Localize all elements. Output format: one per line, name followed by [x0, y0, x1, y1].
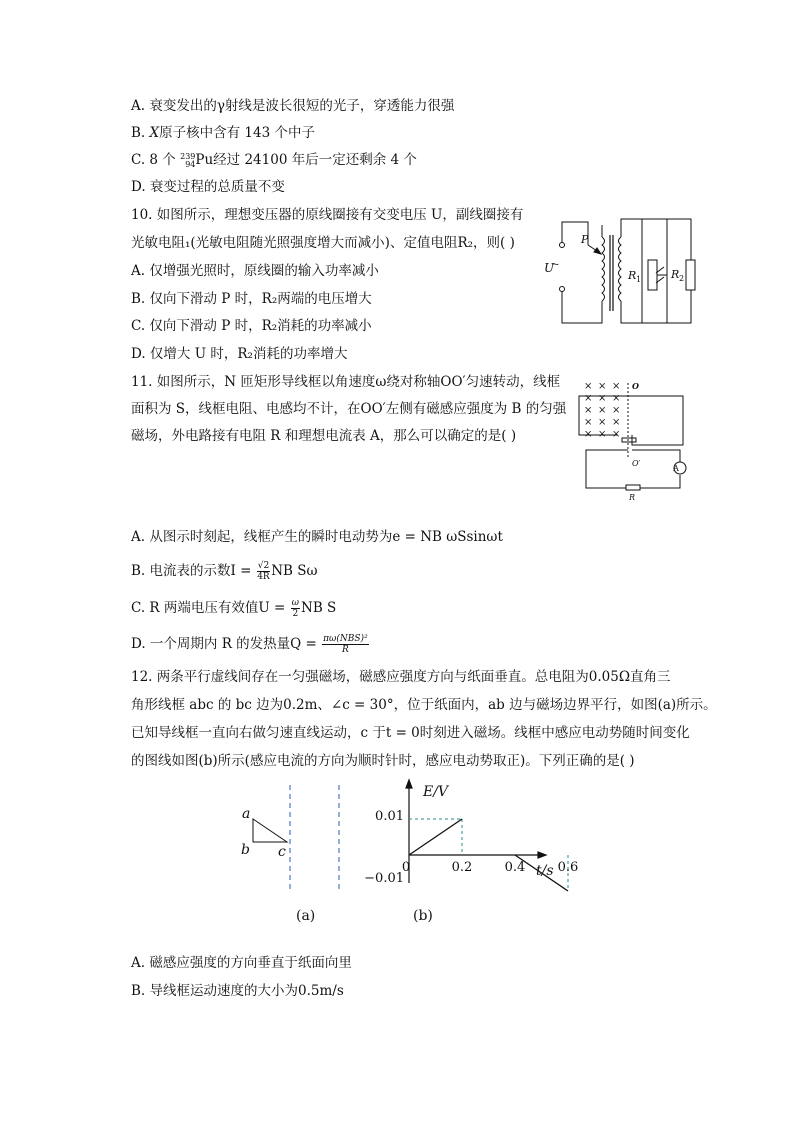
q10-option-c: C. 仅向下滑动 P 时，R₂消耗的功率减小 — [131, 318, 372, 334]
x-tick-label: 0.6 — [557, 860, 579, 875]
q11-stem-line2: 面积为 S，线框电阻、电感均不计，在OO′左侧有磁感应强度为 B 的匀强 — [131, 401, 567, 417]
x-tick-label: 0.4 — [504, 860, 526, 875]
field-cross-mark: × — [612, 417, 621, 428]
x-tick-label: 0.2 — [451, 860, 473, 875]
q12-figure-b-emf-chart — [364, 775, 579, 930]
q10-option-a: A. 仅增强光照时，原线圈的输入功率减小 — [131, 263, 379, 279]
input-terminal-top — [560, 243, 565, 248]
y-axis-label: E/V — [423, 784, 449, 800]
q11-rotating-frame-figure — [576, 380, 691, 500]
field-cross-mark: × — [584, 381, 593, 392]
emf-line-segment — [409, 819, 462, 855]
r1-photoresistor — [648, 260, 657, 290]
label-r1: R — [628, 269, 637, 282]
q9-option-c: C. 8 个 239 94 Pu经过 24100 年后一定还剩余 4 个 — [131, 151, 417, 169]
magnetic-field-crosses — [584, 381, 620, 440]
x-axis-arrow — [538, 852, 546, 858]
q11-option-a: A. 从图示时刻起，线框产生的瞬时电动势为e = NB ωSsinωt — [131, 529, 503, 545]
secondary-coil — [619, 237, 622, 301]
field-cross-mark: × — [584, 393, 593, 404]
label-b: b — [241, 842, 250, 858]
q11-option-b: B. 电流表的示数I = $\frac{√2}{4R}$ NB Sω — [131, 561, 318, 582]
x-tick-origin: 0 — [401, 860, 411, 875]
q11-option-c: C. R 两端电压有效值U = $\frac{\omega}{2}$ NB S — [131, 598, 337, 619]
q10-option-b: B. 仅向下滑动 P 时，R₂两端的电压增大 — [131, 291, 372, 307]
q9-option-d: D. 衰变过程的总质量不变 — [131, 179, 285, 195]
q12-option-a: A. 磁感应强度的方向垂直于纸面向里 — [131, 955, 352, 971]
label-r2: R — [671, 268, 680, 281]
slip-ring — [622, 438, 636, 442]
q9-option-b: B. X原子核中含有 143 个中子 — [131, 125, 315, 141]
field-cross-mark: × — [598, 405, 607, 416]
label-o: O — [632, 381, 639, 391]
triangle-frame-abc — [253, 819, 287, 842]
q10-option-d: D. 仅增大 U 时，R₂消耗的功率增大 — [131, 346, 348, 362]
r2-resistor — [686, 260, 695, 290]
q12-figure-a — [235, 785, 355, 930]
caption-a: (a) — [296, 908, 316, 924]
caption-b: (b) — [413, 908, 433, 924]
label-a: a — [242, 806, 251, 822]
label-ammeter: A — [673, 464, 679, 473]
y-tick-pos: 0.01 — [375, 809, 404, 824]
q10-transformer-circuit-figure — [540, 215, 710, 330]
q12-stem-line4: 的图线如图(b)所示(感应电流的方向为顺时针时，感应电动势取正)。下列正确的是( ) — [131, 753, 635, 769]
field-cross-mark: × — [584, 429, 593, 440]
y-tick-neg: −0.01 — [364, 871, 404, 886]
field-cross-mark: × — [612, 405, 621, 416]
q11-option-d: D. 一个周期内 R 的发热量Q = $\frac{\text{πω(NBS)²}}{R}$ — [131, 634, 368, 655]
q10-stem-line2: 光敏电阻₁(光敏电阻随光照强度增大而减小)、定值电阻R₂，则( ) — [131, 235, 515, 251]
input-terminal-bottom — [560, 287, 565, 292]
label-o-prime: O′ — [632, 459, 641, 468]
field-cross-mark: × — [612, 381, 621, 392]
q12-stem-line2: 角形线框 abc 的 bc 边为0.2m、∠c = 30°，位于纸面内，ab 边与磁场边界平行，如图(a)所示。 — [131, 697, 717, 713]
label-r2-sub: 2 — [679, 274, 685, 283]
label-u: U — [544, 261, 555, 275]
field-cross-mark: × — [598, 381, 607, 392]
field-cross-mark: × — [584, 405, 593, 416]
resistor-r — [626, 485, 640, 490]
label-r1-sub: 1 — [636, 275, 642, 284]
q10-stem-line1: 10. 如图所示，理想变压器的原线圈接有交变电压 U，副线圈接有 — [131, 207, 524, 223]
x-axis-label: t/s — [536, 863, 554, 879]
primary-coil — [602, 237, 605, 301]
q11-stem-line1: 11. 如图所示，N 匝矩形导线框以角速度ω绕对称轴OO′匀速转动，线框 — [131, 374, 561, 390]
q9-option-a: A. 衰变发出的γ射线是波长很短的光子，穿透能力很强 — [131, 98, 455, 114]
label-tilde: ~ — [552, 260, 560, 270]
field-cross-mark: × — [598, 417, 607, 428]
field-cross-mark: × — [584, 417, 593, 428]
q12-option-b: B. 导线框运动速度的大小为0.5m/s — [131, 983, 344, 999]
label-r: R — [629, 493, 636, 502]
label-p: P — [581, 233, 589, 246]
field-cross-mark: × — [598, 393, 607, 404]
field-cross-mark: × — [612, 429, 621, 440]
field-cross-mark: × — [612, 393, 621, 404]
q12-stem-line1: 12. 两条平行虚线间存在一匀强磁场，磁感应强度方向与纸面垂直。总电阻为0.05Ω直角三 — [131, 669, 671, 685]
y-axis-arrow — [406, 780, 412, 788]
field-cross-mark: × — [598, 429, 607, 440]
q12-stem-line3: 已知导线框一直向右做匀速直线运动，c 于t = 0时刻进入磁场。线框中感应电动势随时间变化 — [131, 725, 690, 741]
q11-stem-line3: 磁场，外电路接有电阻 R 和理想电流表 A，那么可以确定的是( ) — [131, 428, 517, 444]
label-c: c — [278, 844, 286, 860]
